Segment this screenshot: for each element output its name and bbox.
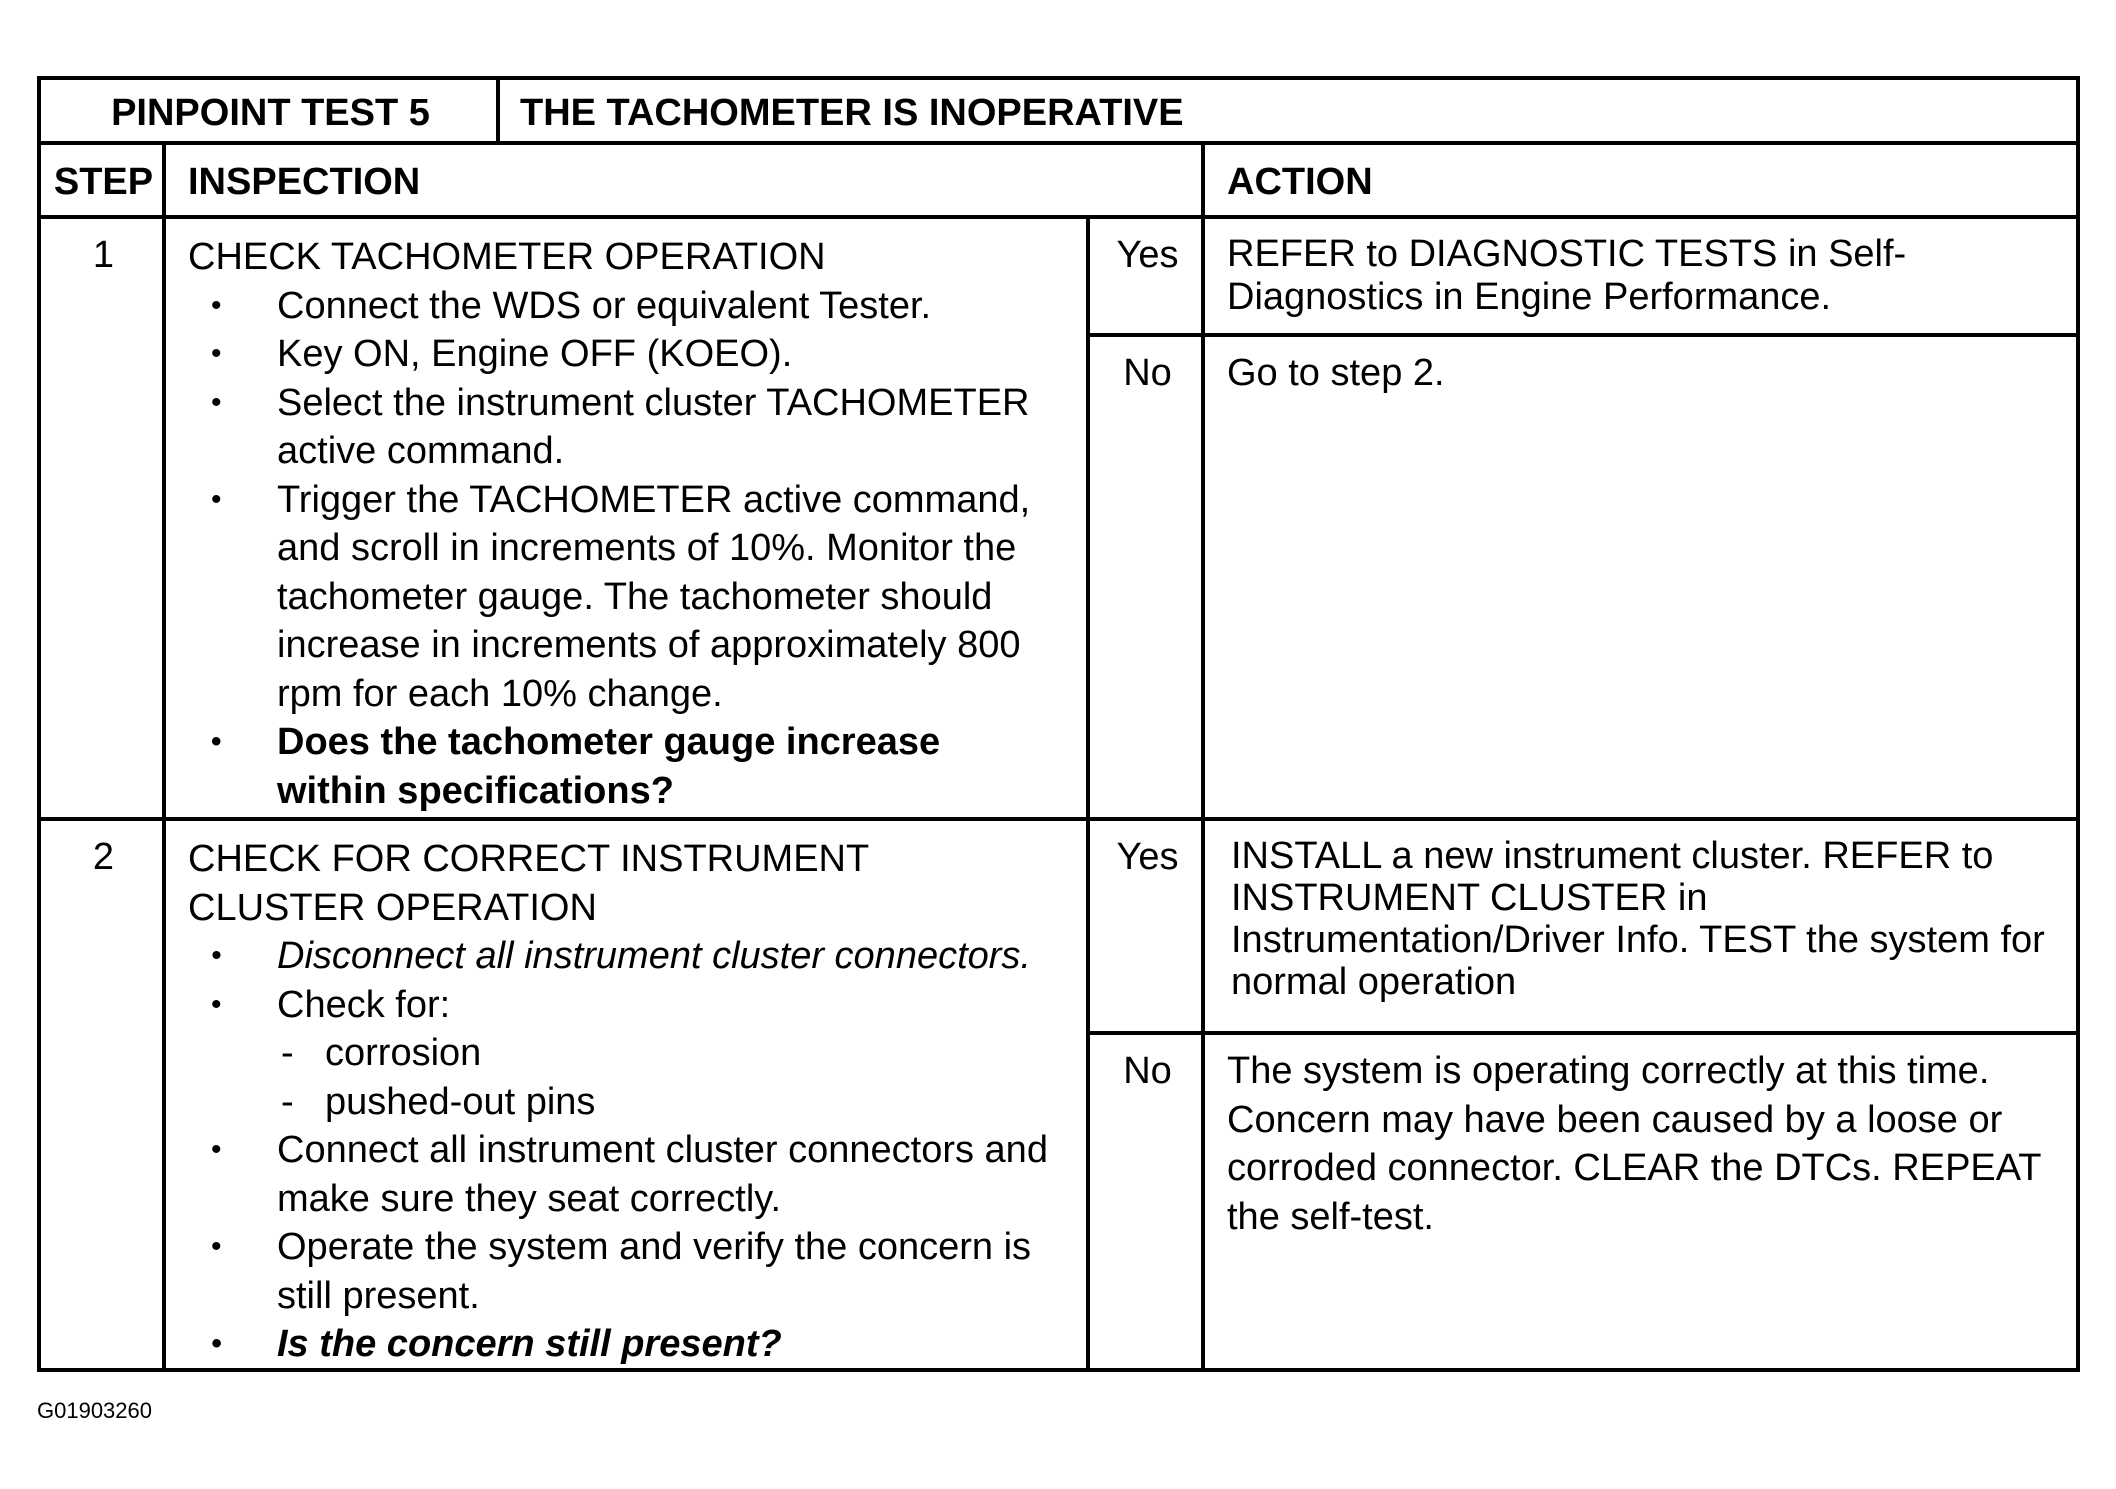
list-item: • Is the concern still present? [188, 1320, 1080, 1369]
step-1-yes-cell [1086, 215, 1205, 337]
step-1-number-cell [37, 215, 166, 821]
step-2-number-cell [37, 817, 166, 1372]
step-2-yes-action-cell [1201, 817, 2080, 1035]
test-label-cell [37, 76, 500, 145]
step-column-header: STEP [53, 161, 154, 203]
list-item: • Operate the system and verify the concern is still present. [188, 1223, 1080, 1320]
inspection-bullet-list [188, 932, 1080, 1369]
step-1-yes-action-cell [1201, 215, 2080, 337]
step-number: 1 [92, 234, 115, 276]
no-label: No [1123, 1050, 1172, 1092]
list-item: • Trigger the TACHOMETER active command, and scroll in increments of 10%. Monitor the tachometer gauge. The tachometer should increase in increments of approximately 800 rpm for each 10% change. [188, 476, 1070, 719]
test-label: PINPOINT TEST 5 [111, 91, 430, 134]
list-item: • Connect all instrument cluster connectors and make sure they seat correctly. [188, 1126, 1080, 1223]
list-item [188, 981, 1080, 1127]
step-2-inspection-cell [162, 817, 1090, 1372]
figure-id: G01903260 [37, 1398, 152, 1423]
step-header-cell [37, 141, 166, 219]
no-label: No [1123, 352, 1172, 394]
test-title-cell [496, 76, 2080, 145]
yes-label: Yes [1116, 836, 1179, 878]
list-item: • Connect the WDS or equivalent Tester. [188, 282, 1070, 331]
check-sublist [277, 1029, 1080, 1126]
action-header-cell [1201, 141, 2080, 219]
inspection-column-header: INSPECTION [188, 161, 421, 203]
no-action-text: Go to step 2. [1227, 352, 1445, 394]
inspection-header-cell [162, 141, 1205, 219]
step-1-inspection-cell [162, 215, 1090, 821]
action-column-header: ACTION [1227, 161, 1373, 203]
no-action-text: The system is operating correctly at this time. Concern may have been caused by a loose or corroded connector. CLEAR the DTCs. REPEAT the self-test. [1227, 1050, 2041, 1238]
step-1-no-action-cell [1201, 333, 2080, 821]
yes-action-text: INSTALL a new instrument cluster. REFER to INSTRUMENT CLUSTER in Instrumentation/Driver Info. TEST the system for normal operation [1231, 835, 2045, 1003]
inspection-bullet-list [188, 282, 1070, 816]
step-2-yes-cell [1086, 817, 1205, 1035]
step-2-no-action-cell [1201, 1031, 2080, 1372]
sub-list-item: - pushed-out pins [277, 1078, 1080, 1127]
list-item: • Disconnect all instrument cluster connectors. [188, 932, 1080, 981]
list-item: • Does the tachometer gauge increase within specifications? [188, 718, 1070, 815]
test-title: THE TACHOMETER IS INOPERATIVE [520, 91, 1184, 134]
yes-action-text: REFER to DIAGNOSTIC TESTS in Self-Diagnostics in Engine Performance. [1227, 233, 1907, 318]
yes-label: Yes [1116, 234, 1179, 276]
step-2-no-cell [1086, 1031, 1205, 1372]
list-item: • Select the instrument cluster TACHOMETER active command. [188, 379, 1070, 476]
step-title: CHECK TACHOMETER OPERATION [188, 236, 826, 278]
step-title: CHECK FOR CORRECT INSTRUMENT CLUSTER OPERATION [188, 838, 869, 929]
step-number: 2 [92, 836, 115, 878]
step-1-no-cell [1086, 333, 1205, 821]
list-item-text: Check for: [277, 983, 451, 1026]
list-item: • Key ON, Engine OFF (KOEO). [188, 330, 1070, 379]
sub-list-item: - corrosion [277, 1029, 1080, 1078]
